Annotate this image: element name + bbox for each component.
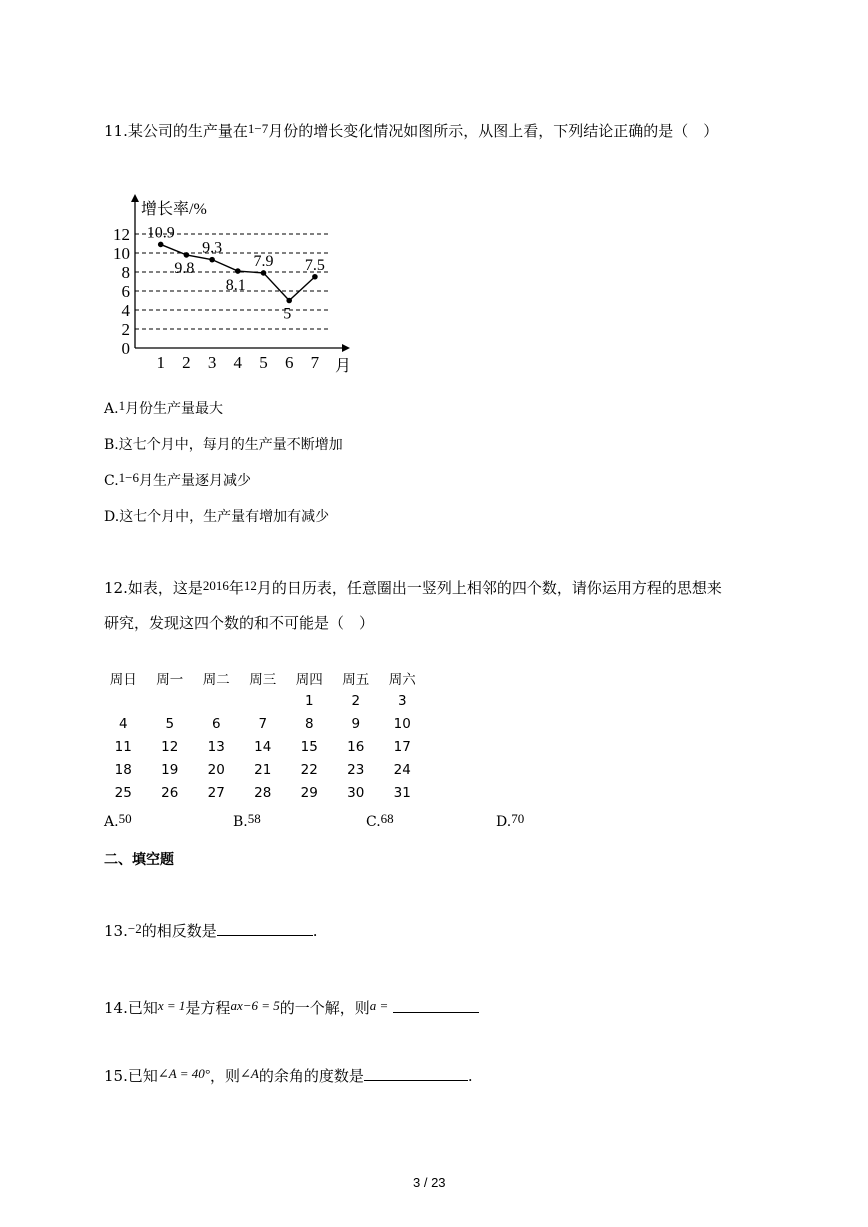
q13-text: 的相反数是 xyxy=(141,922,217,940)
q11-option-a[interactable] xyxy=(104,398,223,418)
y-tick-label: 4 xyxy=(121,301,130,320)
q13-number: 13. xyxy=(104,922,128,940)
calendar-header: 周四 xyxy=(295,671,323,688)
q14-text-b: 是方程 xyxy=(185,999,231,1017)
data-point xyxy=(158,242,164,248)
calendar-cell: 3 xyxy=(397,692,407,709)
q15-equation-2: ∠A xyxy=(239,1066,259,1081)
option-text: 这七个月中，生产量有增加有减少 xyxy=(119,509,330,525)
calendar-row xyxy=(100,758,426,781)
q12-text-a: 如表，这是 xyxy=(127,579,203,597)
q11-stem xyxy=(104,120,718,141)
q12-text-c: 月的日历表，任意圈出一竖列上相邻的四个数，请你运用方程的思想来 xyxy=(256,579,722,597)
calendar-cell: 5 xyxy=(165,715,175,732)
calendar-cell: 10 xyxy=(393,715,411,732)
option-label: C. xyxy=(366,814,381,830)
calendar-cell: 9 xyxy=(351,715,361,732)
q14-text-a: 已知 xyxy=(127,999,158,1017)
x-tick-label: 6 xyxy=(284,353,294,372)
calendar-cell: 16 xyxy=(347,738,365,755)
calendar-cell: 28 xyxy=(254,784,272,801)
q14-stem xyxy=(104,997,479,1018)
option-label: D. xyxy=(496,814,512,830)
data-label: 5 xyxy=(283,305,292,323)
data-label: 8.1 xyxy=(225,277,246,295)
page-number: 3 / 23 xyxy=(413,1175,446,1190)
y-tick-label: 6 xyxy=(121,282,130,301)
calendar-cell: 15 xyxy=(300,738,318,755)
q12-option-b[interactable] xyxy=(233,811,261,830)
q11-number: 11. xyxy=(104,122,128,140)
calendar-header: 周六 xyxy=(388,671,416,688)
calendar-cell: 25 xyxy=(114,784,132,801)
q15-end: . xyxy=(467,1067,473,1085)
calendar-row xyxy=(100,735,426,758)
q14-equation-3: a = xyxy=(369,998,389,1013)
option-text: 月份生产量最大 xyxy=(125,401,224,417)
calendar-cell: 26 xyxy=(161,784,179,801)
calendar-row xyxy=(100,689,426,712)
calendar-header-row xyxy=(100,666,426,689)
q12-text-b: 年 xyxy=(228,579,244,597)
calendar-header: 周日 xyxy=(109,671,137,688)
calendar-cell: 19 xyxy=(161,761,179,778)
data-label: 10.9 xyxy=(146,224,175,242)
y-ticks xyxy=(113,225,131,358)
q15-equation-1: ∠A = 40° xyxy=(157,1066,210,1081)
q14-text-c: 的一个解，则 xyxy=(279,999,370,1017)
y-tick-label: 10 xyxy=(113,244,130,263)
answer-blank[interactable] xyxy=(364,1066,468,1081)
x-axis-label: 月 xyxy=(335,358,352,375)
x-tick-label: 4 xyxy=(233,353,243,372)
calendar-cell: 8 xyxy=(304,715,314,732)
x-tick-label: 7 xyxy=(310,353,320,372)
calendar-header: 周二 xyxy=(202,671,230,688)
q14-equation-1: x = 1 xyxy=(157,998,186,1013)
calendar-cell: 4 xyxy=(118,715,128,732)
option-value: 70 xyxy=(511,811,525,826)
calendar-cell: 20 xyxy=(207,761,225,778)
option-label: D. xyxy=(104,509,120,525)
option-label: B. xyxy=(233,814,248,830)
calendar-cell: 29 xyxy=(300,784,318,801)
x-ticks xyxy=(156,353,319,372)
y-axis-label: 增长率/% xyxy=(141,201,207,218)
data-point xyxy=(312,274,318,280)
q13-math: −2 xyxy=(127,921,142,936)
data-label: 9.3 xyxy=(202,239,223,257)
option-value: 68 xyxy=(380,811,394,826)
option-value: 50 xyxy=(118,811,132,826)
data-label: 9.8 xyxy=(174,259,195,277)
calendar-cell: 30 xyxy=(347,784,365,801)
data-point xyxy=(184,252,190,258)
calendar-cell: 31 xyxy=(393,784,411,801)
q12-month: 12 xyxy=(243,578,257,593)
option-label: B. xyxy=(104,437,119,453)
calendar-cell: 7 xyxy=(258,715,268,732)
calendar-cell: 1 xyxy=(304,692,314,709)
q15-text-c: 的余角的度数是 xyxy=(258,1067,364,1085)
y-tick-label: 2 xyxy=(121,320,130,339)
option-label: A. xyxy=(104,401,119,417)
option-math: 1−6 xyxy=(118,470,140,485)
q11-range: 1−7 xyxy=(247,121,269,136)
q15-stem xyxy=(104,1065,473,1086)
calendar-cell: 13 xyxy=(207,738,225,755)
q12-option-a[interactable] xyxy=(104,811,132,830)
q12-option-c[interactable] xyxy=(366,811,394,830)
calendar-table xyxy=(100,666,426,804)
calendar-cell: 12 xyxy=(161,738,179,755)
calendar-header: 周五 xyxy=(342,671,370,688)
calendar-cell: 24 xyxy=(393,761,411,778)
calendar-cell: 2 xyxy=(351,692,361,709)
answer-blank[interactable] xyxy=(393,998,479,1013)
data-point xyxy=(209,257,215,263)
calendar-cell xyxy=(240,689,287,712)
calendar-cell: 17 xyxy=(393,738,411,755)
q15-text-a: 已知 xyxy=(127,1067,158,1085)
calendar-header: 周一 xyxy=(156,671,184,688)
calendar-cell xyxy=(100,689,147,712)
y-tick-label: 8 xyxy=(121,263,130,282)
calendar-row xyxy=(100,781,426,804)
y-tick-label: 0 xyxy=(121,339,130,358)
q12-option-d[interactable] xyxy=(496,811,525,830)
x-tick-label: 3 xyxy=(207,353,217,372)
calendar-header: 周三 xyxy=(249,671,277,688)
q15-text-b: ，则 xyxy=(209,1067,240,1085)
q12-stem-line1 xyxy=(104,577,722,598)
q12-stem-line2: 研究，发现这四个数的和不可能是（ ） xyxy=(104,614,375,632)
data-point xyxy=(261,270,267,276)
calendar-row xyxy=(100,712,426,735)
q11-option-c[interactable] xyxy=(104,470,251,490)
y-tick-label: 12 xyxy=(113,225,130,244)
data-label: 7.9 xyxy=(253,252,274,270)
answer-blank[interactable] xyxy=(217,921,313,936)
option-math: 1 xyxy=(118,398,126,413)
q13-end: . xyxy=(312,922,318,940)
section-title: 二、填空题 xyxy=(104,852,174,868)
q11-text-b: 月份的增长变化情况如图所示，从图上看，下列结论正确的是（ ） xyxy=(268,122,719,140)
calendar-cell: 6 xyxy=(211,715,221,732)
calendar-cell: 27 xyxy=(207,784,225,801)
data-labels xyxy=(147,224,325,322)
q15-number: 15. xyxy=(104,1067,128,1085)
q11-option-b[interactable] xyxy=(104,434,343,454)
q12-number: 12. xyxy=(104,579,128,597)
q13-stem xyxy=(104,920,318,941)
option-value: 58 xyxy=(247,811,261,826)
data-point xyxy=(286,298,292,304)
calendar-cell: 22 xyxy=(300,761,318,778)
option-text: 这七个月中，每月的生产量不断增加 xyxy=(118,437,343,453)
q14-equation-2: ax−6 = 5 xyxy=(230,998,280,1013)
calendar-cell: 11 xyxy=(114,738,132,755)
data-label: 7.5 xyxy=(304,256,325,274)
q11-option-d[interactable] xyxy=(104,506,329,526)
calendar-cell: 14 xyxy=(254,738,272,755)
calendar-cell xyxy=(147,689,194,712)
x-tick-label: 5 xyxy=(259,353,268,372)
x-tick-label: 2 xyxy=(182,353,191,372)
calendar-cell xyxy=(193,689,240,712)
calendar-cell: 21 xyxy=(254,761,272,778)
option-text: 月生产量逐月减少 xyxy=(139,473,252,489)
option-label: A. xyxy=(104,814,119,830)
q11-text-a: 某公司的生产量在 xyxy=(127,122,248,140)
q12-year: 2016 xyxy=(202,578,229,593)
option-label: C. xyxy=(104,473,119,489)
x-tick-label: 1 xyxy=(156,353,165,372)
calendar-cell: 23 xyxy=(347,761,365,778)
growth-rate-chart xyxy=(110,190,370,380)
q14-number: 14. xyxy=(104,999,128,1017)
calendar-cell: 18 xyxy=(114,761,132,778)
data-point xyxy=(235,268,241,274)
